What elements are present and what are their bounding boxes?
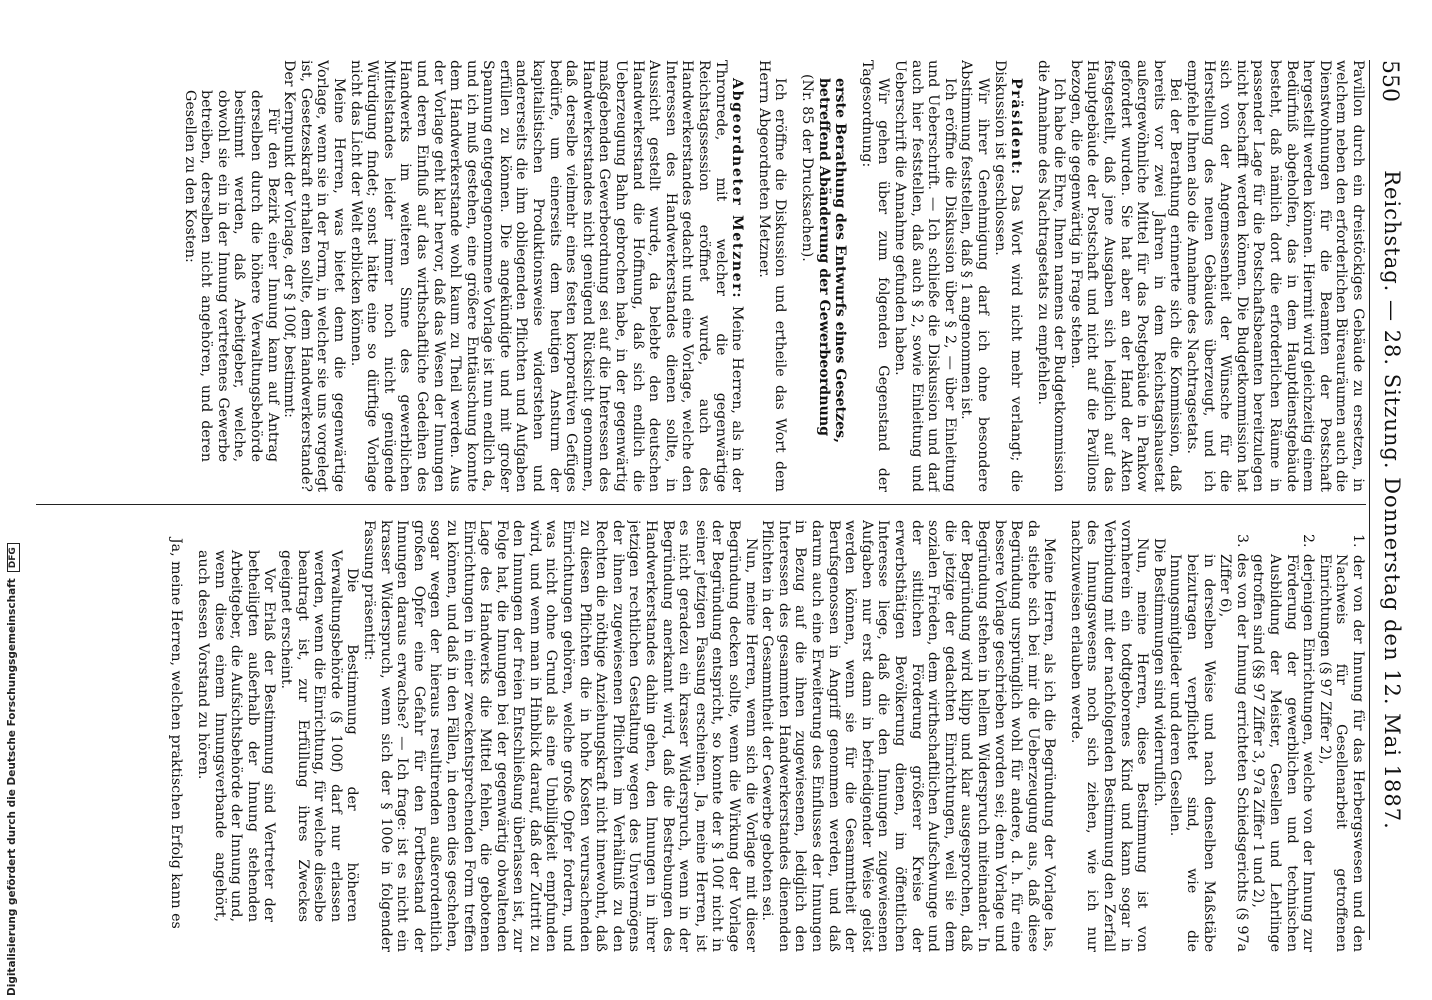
digitization-note-text: Digitalisierung gefördert durch die Deutsche Forschungsgemeinschaft	[6, 578, 18, 996]
agenda-heading-reference: (Nr. 85 der Drucksachen).	[799, 74, 815, 262]
paragraph-text: Vor Erlaß der Bestimmung sind Vertreter der betheiligten außerhalb der Innung stehenden Arbeitgeber, die Aufsichtsbehörde der Innung und, wenn diese einem Innungsverbande angehört, auch dessen Vorstand zu hören.	[195, 550, 278, 922]
paragraph-text: Ich eröffne die Diskussion über § 2, — über Einleitung und Ueberschrift. — Ich schließe die Diskussion und darf auch hier feststellen, daß auch § 2, sowie Einleitung und Ueberschrift die Annahme gefunden haben.	[891, 60, 958, 492]
paragraph-text: Das Wort wird nicht mehr verlangt; die Diskussion ist geschlossen.	[991, 60, 1025, 492]
paragraph-text: 1. der von der Innung für das Herbergswesen und den Nachweis für Gesellenarbeit getroffenen Einrichtungen (§ 97 Ziffer 2),	[1316, 534, 1366, 952]
paragraph	[755, 60, 788, 492]
paragraph-text: Für den Bezirk einer Innung kann auf Antrag derselben durch die höhere Verwaltungsbehörde bestimmt werden, daß Arbeitgeber, welche, obwohl sie ein in der Innung vertretenes Gewerbe betreiben, derselben nicht angehören, und deren Gesellen zu den Kosten:	[181, 90, 281, 462]
header-rule	[1369, 60, 1370, 940]
paragraph	[958, 60, 991, 492]
paragraph	[1034, 60, 1067, 492]
paragraph	[1217, 520, 1250, 952]
paragraph	[759, 520, 1058, 952]
agenda-heading: erste Berathung des Entwurfs eines Gesetzes, betreffend Abänderung der Gewerbeordnung	[815, 78, 849, 444]
speaker-name: Präsident:	[1008, 78, 1025, 176]
page-number: 550	[1377, 60, 1402, 102]
paragraph-text: Ich habe die Ehre, Ihnen namens der Budgetkommission die Annahme des Nachtragsetats zu empfehlen.	[1034, 60, 1068, 492]
paragraph-text: Die Bestimmung der höheren Verwaltungsbehörde (§ 100f) darf nur erlassen werden, wenn die Einrichtung, für welche dieselbe beantragt ist, zur Erfüllung ihres Zweckes geeignet erscheint.	[278, 550, 361, 922]
paragraph	[1067, 60, 1183, 492]
paragraph	[194, 520, 277, 952]
paragraph	[277, 520, 360, 952]
paragraph-text: Bei der Berathung erinnerte sich die Kommission, daß bereits vor zwei Jahren in dem Reichstagshausetat außergewöhnliche Mittel für das Postgebäude in Pankow gefordert wurden. Sie hat aber an der Hand der Akten festgestellt, daß jene Ausgaben sich lediglich auf das Hauptgebäude der Postschaft und nicht auf die Pavillons bezogen, die gegenwärtig in Frage stehen.	[1067, 60, 1184, 492]
paragraph-text: Meine Herren, als in der Thronrede, mit welcher die gegenwärtige Reichstagssession eröffnet wurde, auch des Handwerkerstandes gedacht und eine Vorlage, welche den Interessen des Handwerkerstandes dienen sollte, in Aussicht gestellt wurde, da belebte den deutschen Handwerkerstand die Hoffnung, daß sich endlich die Ueberzeugung Bahn gebrochen habe, in der gegenwärtig maßgebenden Gewerbeordnung sei auf die Interessen des Handwerkerstandes nicht genügend Rücksicht genommen, daß derselbe vielmehr eines festen korporativen Gefüges bedürfe, um einerseits dem heutigen Ansturm der kapitalistischen Produktionsweise widerstehen und andererseits die ihm obliegenden Pflichten und Aufgaben erfüllen zu können. Die angekündigte und mit großer Spannung entgegengenommene Vorlage ist nun endlich da, und ich muß gestehen, eine größere Enttäuschung konnte dem Handwerkerstande wohl kaum zu Theil werden. Aus der Vorlage geht klar hervor, daß das Wesen der Innungen und deren Einfluß auf das wirthschaftliche Gedeihen des Handwerks im weiteren Sinne des gewerblichen Mittelstandes leider immer noch nicht genügende Würdigung findet; sonst hätte eine so dürftige Vorlage nicht das Licht der Welt erblicken können.	[347, 60, 746, 492]
paragraph	[1316, 520, 1366, 952]
digitization-note	[6, 547, 24, 996]
paragraph	[1167, 520, 1217, 952]
paragraph-text: 2. derjenigen Einrichtungen, welche von der Innung zur Förderung der gewerblichen und technischen Ausbildung der Meister, Gesellen und Lehrlinge getroffen sind (§§ 97 Ziffer 3, 97a Ziffer 1 und 2),	[1250, 534, 1317, 952]
paragraph	[1250, 520, 1316, 952]
paragraph	[347, 60, 745, 492]
paragraph	[1067, 520, 1150, 952]
left-column	[36, 60, 1366, 492]
paragraph	[360, 520, 758, 952]
paragraph	[1150, 520, 1167, 952]
paragraph-text: Wir ihrer Genehmigung darf ich ohne besondere Abstimmung feststellen, daß § 1 angenommen ist.	[958, 60, 991, 492]
paragraph-text: in derselben Weise und nach denselben Maßstäbe beizutragen verpflichtet sind, wie die Innungsmitglieder und deren Gesellen.	[1167, 554, 1217, 952]
paragraph	[891, 60, 957, 492]
paragraph-text: 3. des von der Innung errichteten Schiedsgerichts (§ 97a Ziffer 6),	[1217, 534, 1250, 952]
paragraph	[181, 60, 281, 492]
paragraph-text: Wir gehen über zum folgenden Gegenstand der Tagesordnung:	[858, 60, 892, 492]
right-column	[36, 520, 1366, 952]
paragraph-text: Pavillon durch ein dreistöckiges Gebäude zu ersetzen, in welchem neben den erforderlichen Büreauräumen auch die Dienstwohnungen für die Beamten der Postschaft hergestellt werden können. Hiermit wird gleichzeitig einem Bedürfniß abgeholfen, das in dem Hauptdienstgebäude besteht, daß nämlich dort die erforderlichen Räume in passender Lage für die Postschaftsbeamten bereitzulegen nicht beschafft werden können. Die Budgetkommission hat sich von der Angemessenheit der Wünsche für die Herstellung des neuen Gebäudes überzeugt, und ich empfehle Ihnen also die Annahme des Nachtragsetats.	[1184, 60, 1366, 492]
paragraph	[281, 60, 347, 492]
dfg-logo: DFG	[7, 543, 20, 572]
paragraph-text: Ja, meine Herren, welchen praktischen Erfolg kann es	[168, 538, 185, 929]
paragraph-text: Meine Herren, als ich die Begründung der Vorlage las, da stiehe sich bei mir die Ueberzeugung aus, daß diese Begründung ursprünglich wohl für andere, d. h. für eine bessere Vorlage geschrieben worden sei; denn Vorlage und Begründung stehen in hellem Widerspruch miteinander. In der Begründung wird klipp und klar ausgesprochen, daß die jetzige der gedachten Einrichtungen, weil sie dem sozialen Frieden, dem wirthschaftlichen Aufschwunge und der sittlichen Förderung größerer Kreise der erwerbsthätigen Bevölkerung dienen, im öffentlichen Interesse liege, daß die den Innungen zugewiesenen Aufgaben nur erst dann in befriedigender Weise gelöst werden können, wenn sie für die Gesammtheit der Berufsgenossen in Angriff genommen werden, und daß darum auch eine Erweiterung des Einflusses der Innungen in Bezug auf die ihnen zugewiesenen, lediglich den Interessen des gesammten Handwerkerstandes dienenden Pflichten in der Gesammtheit der Gewerbe geboten sei.	[759, 520, 1058, 952]
paragraph	[168, 520, 185, 952]
paragraph	[991, 60, 1024, 492]
speaker-name: Abgeordneter Metzner:	[729, 78, 746, 300]
paragraph	[1183, 60, 1366, 492]
paragraph-text: Meine Herren, was bietet denn die gegenwärtige Vorlage, wenn sie in der Form, in welcher sie uns vorgelegt ist, Gesetzeskraft erhalten sollte, dem Handwerkerstande? Der Kernpunkt der Vorlage, der § 100f, bestimmt:	[281, 60, 347, 492]
paragraph-text: Nun, meine Herren, diese Bestimmung ist von vornherein ein todtgeborenes Kind und kann sogar in Verbindung mit der nachfolgenden Bestimmung den Zerfall des Innungswesens noch sich ziehen, wie ich nur nachzuweisen erlauben werde.	[1067, 520, 1151, 952]
paragraph-text: Nun, meine Herren, wenn sich die Vorlage mit dieser Begründung decken sollte, wenn die Wirkung der Vorlage der Begründung entspricht, so konnte der § 100f nicht in seiner jetzigen Fassung erscheinen. Ja, meine Herren, ist es nicht geradezu ein krasser Widerspruch, wenn in der Begründung anerkannt wird, daß die Bestrebungen des Handwerkerstandes dahin gehen, den Innungen in ihrer jetzigen rechtlichen Gestaltung wegen des Unvermögens der ihnen zugewiesenen Pflichten im Verhältniß zu den Rechten die nöthige Anziehungskraft nicht innewohnt, daß zu diesen Pflichten die in hohe Kosten verursachenden Einrichtungen gehören, welche große Opfer fordern, und was nicht ohne Grund als eine Unbilligkeit empfunden wird, und wenn man in Hinblick darauf, daß der Zutritt zu den Innungen der freien Entschließung überlassen ist, zur Folge hat, die Innungen bei der gegenwärtig obwaltenden Lage des Handwerks die Mittel fehlen, die gebotenen Einrichtungen in einer zweckentsprechenden Form treffen zu können, und daß in den Fällen, in denen dies geschehen, sogar wegen der hieraus resultirenden außerordentlich großen Opfer eine Gefahr für den Fortbestand der Innungen daraus erwachse? — Ich frage: ist es nicht ein krasser Widerspruch, wenn sich der § 100e in folgender Fassung präsentirt:	[360, 520, 759, 952]
column-divider	[36, 504, 1366, 505]
running-head-title: Reichstag. — 28. Sitzung. Donnerstag den 12. Mai 1887.	[1380, 170, 1404, 830]
paragraph-text: Die Bestimmungen sind widerruflich.	[1150, 538, 1167, 807]
paragraph-text: Ich eröffne die Diskussion und ertheile das Wort dem Herrn Abgeordneten Metzner.	[755, 60, 789, 492]
paragraph	[858, 60, 891, 492]
running-head	[1374, 60, 1404, 940]
